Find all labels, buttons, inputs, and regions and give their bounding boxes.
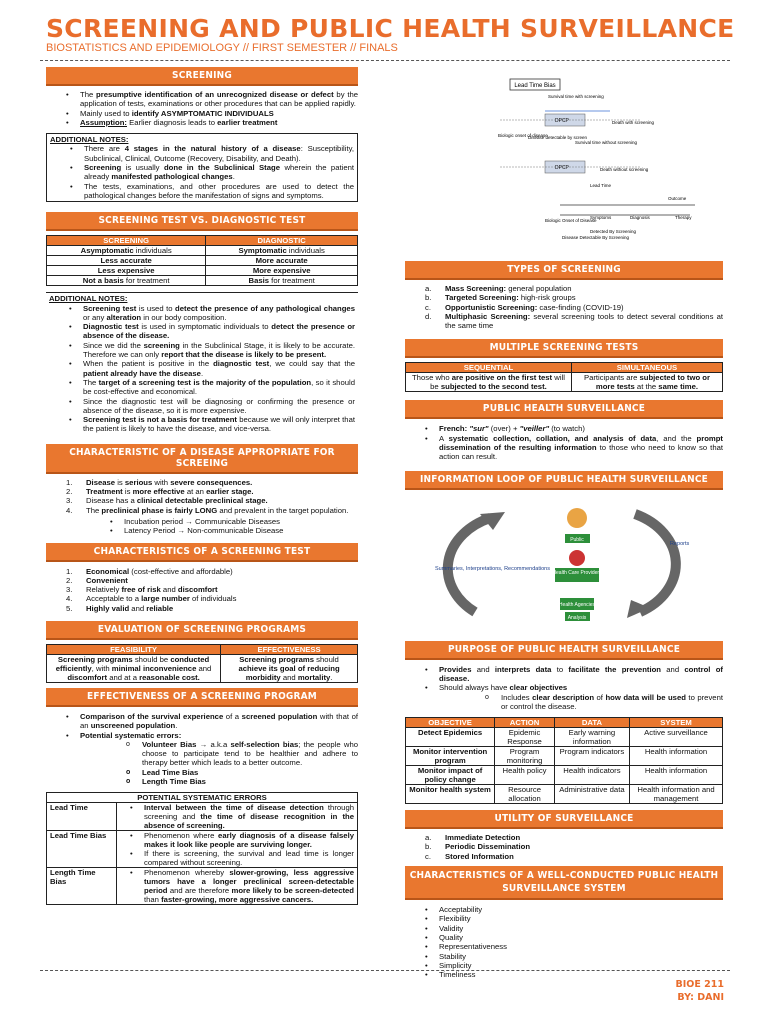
- hospital-icon: [569, 550, 585, 566]
- table-cell: Health information and management: [630, 785, 723, 804]
- diagram-label: Detected By Screening: [590, 229, 637, 234]
- list-letter: c.: [425, 851, 431, 861]
- notes-list: [49, 304, 355, 434]
- phs-list: [405, 424, 723, 461]
- list-item: • A systematic collection, collation, and analysis of data, and the prompt dissemination of the resulting information to those who need to know so that action can result.: [405, 434, 723, 462]
- list-item: b. Targeted Screening: high-risk groups: [425, 293, 576, 303]
- list-item: 3. Disease has a clinical detectable preclinical stage.: [66, 496, 268, 506]
- list-item: • The presumptive identification of an unrecognized disease or defect by the application of tests, examinations or other procedures that can be applied rapidly.: [46, 90, 358, 109]
- list-item: • Comparison of the survival experience of a screened population with that of an unscreened population.: [46, 712, 358, 731]
- table-row: Asymptomatic individuals Symptomatic individuals: [47, 246, 358, 256]
- information-loop-diagram: [405, 490, 723, 630]
- effect-list: [46, 712, 358, 740]
- row-label: Length Time Bias: [47, 868, 117, 905]
- purpose-sublist: [405, 693, 723, 712]
- list-item: [405, 852, 723, 861]
- purpose-list: [405, 665, 723, 693]
- providers-label: Health Care Providers: [552, 569, 602, 576]
- list-item: 4. The preclinical phase is fairly LONG and prevalent in the target population.: [66, 505, 349, 515]
- list-item: 5. Highly valid and reliable: [66, 603, 174, 613]
- table-cell: Detect Epidemics: [406, 728, 495, 747]
- table-cell: Epidemic Response: [495, 728, 555, 747]
- list-item: 4. Acceptable to a large number of individuals: [66, 594, 237, 604]
- list-item: • Screening test is used to detect the presence of any pathological changes or any alteration in our body composition.: [49, 304, 355, 323]
- list-item: • Assumption: Earlier diagnosis leads to earlier treatment: [46, 118, 358, 127]
- page-subtitle: BIOSTATISTICS AND EPIDEMIOLOGY // FIRST SEMESTER // FINALS: [46, 42, 398, 54]
- list-item: • Latency Period → Non-communicable Disease: [46, 526, 358, 535]
- section-header-phs: PUBLIC HEALTH SURVEILLANCE: [405, 400, 723, 419]
- types-list: [405, 284, 723, 330]
- col-header: SCREENING: [47, 236, 206, 246]
- section-header-purpose: PURPOSE OF PUBLIC HEALTH SURVEILLANCE: [405, 641, 723, 660]
- list-letter: b.: [425, 842, 432, 852]
- col-header: ACTION: [495, 718, 555, 728]
- diagram-label: Survival time with screening: [548, 94, 604, 99]
- list-letter: a.: [425, 833, 432, 843]
- list-item: 2. Treatment is more effective at an earlier stage.: [66, 487, 254, 497]
- section-header-screen-vs-diag: SCREENING TEST VS. DIAGNOSTIC TEST: [46, 212, 358, 231]
- list-item: o Volunteer Bias → a.k.a self-selection bias; the people who choose to participate tend to be healthier and adhere to therapy better which leads to a better outcome.: [46, 740, 358, 768]
- list-item: • Since the diagnostic test will be diagnosing or confirming the presence or absence of the disease, so it is more expensive.: [49, 397, 355, 416]
- screen-vs-diag-table: [46, 235, 358, 286]
- diagram-label: Diagnosis: [630, 215, 650, 220]
- table-row: [406, 766, 723, 785]
- section-header-eval: EVALUATION OF SCREENING PROGRAMS: [46, 621, 358, 640]
- col-header: OBJECTIVE: [406, 718, 495, 728]
- table-cell: Early warning information: [554, 728, 629, 747]
- diagram-label: Biologic Onset of Disease: [545, 218, 597, 223]
- table-cell: Health indicators: [554, 766, 629, 785]
- list-item: • Simplicity: [405, 961, 723, 970]
- list-item: • Incubation period → Communicable Diseases: [46, 517, 358, 526]
- col-header: EFFECTIVENESS: [221, 644, 358, 654]
- section-header-utility: UTILITY OF SURVEILLANCE: [405, 810, 723, 829]
- diagram-label: DPCP: [555, 165, 569, 171]
- notes-box: [46, 133, 358, 202]
- list-item: a. Mass Screening: general population: [425, 284, 572, 293]
- list-item: 1. Disease is serious with severe consequences.: [66, 477, 253, 487]
- table-cell: Monitor health system: [406, 785, 495, 804]
- list-item: • Flexibility: [405, 914, 723, 923]
- public-label: Public: [570, 536, 584, 543]
- list-item: • Acceptability: [405, 905, 723, 914]
- section-header-effect: EFFECTIVENESS OF A SCREENING PROGRAM: [46, 688, 358, 707]
- section-header-char-disease: CHARACTERISTIC OF A DISEASE APPROPRIATE FOR SCREEING: [46, 444, 358, 474]
- loop-arrowhead-right: [627, 600, 650, 618]
- section-header-char-test: CHARACTERISTICS OF A SCREENING TEST: [46, 543, 358, 562]
- page-title: SCREENING AND PUBLIC HEALTH SURVEILLANCE: [46, 14, 735, 43]
- diagram-title: Lead Time Bias: [514, 83, 556, 89]
- list-item: • Diagnostic test is used in symptomatic individuals to detect the presence or absence of the disease.: [49, 322, 355, 341]
- effect-sublist: [46, 740, 358, 786]
- col-header: DIAGNOSTIC: [206, 236, 358, 246]
- list-item: • The tests, examinations, and other procedures are used to detect the pathological changes before the manifestation of signs and symptoms.: [50, 182, 354, 201]
- list-text: Stored Information: [445, 851, 514, 861]
- lead-time-bias-diagram: [450, 67, 700, 245]
- errors-title: POTENTIAL SYSTEMATIC ERRORS: [47, 793, 358, 803]
- diagram-label: Biologic onset of disease: [498, 133, 548, 138]
- table-cell: Monitor intervention program: [406, 747, 495, 766]
- reports-label: Reports: [670, 540, 690, 547]
- table-cell: Health information: [630, 766, 723, 785]
- list-item: • Should always have clear objectives: [405, 683, 723, 692]
- notes-label: ADDITIONAL NOTES:: [49, 294, 128, 304]
- summaries-label: Summaries, Interpretations, Recommendations: [435, 565, 550, 572]
- wellsys-list: [405, 905, 723, 979]
- errors-table: [46, 792, 358, 905]
- list-item: • Stability: [405, 952, 723, 961]
- list-item: • Provides and interprets data to facilitate the prevention and control of disease.: [405, 665, 723, 684]
- utility-list: [405, 833, 723, 861]
- col-header: SYSTEM: [630, 718, 723, 728]
- list-item: • Screening test is not a basis for treatment because we will only interpret that the patient is likely to have the disease, and vice-versa.: [49, 415, 355, 434]
- diagram-label: DPCP: [555, 118, 569, 124]
- footer-author: BY: DANI: [677, 992, 724, 1003]
- diagram-label: Symptoms: [590, 215, 612, 220]
- table-cell: Program indicators: [554, 747, 629, 766]
- char-disease-list: [46, 478, 358, 515]
- list-item: o Lead Time Bias: [46, 768, 358, 777]
- list-item: • When the patient is positive in the diagnostic test, we could say that the patient already have the disease.: [49, 359, 355, 378]
- section-header-screening: SCREENING: [46, 67, 358, 86]
- list-text: Periodic Dissemination: [445, 842, 531, 852]
- row-label: Lead Time Bias: [47, 831, 117, 868]
- col-header: SIMULTANEOUS: [571, 363, 722, 373]
- section-header-types: TYPES OF SCREENING: [405, 261, 723, 280]
- diagram-label: Disease detectable by screen: [528, 135, 588, 140]
- table-cell: Program monitoring: [495, 747, 555, 766]
- table-row: Length Time Bias • Phenomenon whereby slower-growing, less aggressive tumors have a longer preclinical screen-detectable period and are therefore more likely to be screen-detected than faster-growing, more aggressive cancers.: [47, 868, 358, 905]
- list-item: • Screening is usually done in the Subclinical Stage wherein the patient already manifested pathological changes.: [50, 163, 354, 182]
- table-row: Not a basis for treatment Basis for treatment: [47, 276, 358, 286]
- top-divider: [40, 60, 730, 61]
- diagram-label: Death without screening: [600, 167, 649, 172]
- list-item: [405, 842, 723, 851]
- table-row: [406, 728, 723, 747]
- section-header-loop: INFORMATION LOOP OF PUBLIC HEALTH SURVEILLANCE: [405, 471, 723, 490]
- row-label: Lead Time: [47, 803, 117, 831]
- section-header-wellsys: CHARACTERISTICS OF A WELL-CONDUCTED PUBLIC HEALTH SURVEILLANCE SYSTEM: [405, 866, 723, 900]
- list-item: • Timeliness: [405, 970, 723, 979]
- notes-label: ADDITIONAL NOTES:: [50, 135, 129, 145]
- list-item: • French: "sur" (over) + "veiller" (to watch): [405, 424, 723, 433]
- diagram-label: Therapy: [675, 215, 692, 220]
- col-header: FEASIBILITY: [47, 644, 221, 654]
- table-row: Those who are positive on the first test will be subjected to the second test. Participants are subjected to two or more tests at the same time.: [406, 373, 723, 392]
- agencies-label: Health Agencies: [558, 601, 596, 608]
- loop-arrow-right: [635, 514, 676, 612]
- list-item: c. Opportunistic Screening: case-finding (COVID-19): [425, 302, 624, 312]
- list-item: 2. Convenient: [66, 575, 128, 585]
- list-item: [405, 833, 723, 842]
- multiple-table: [405, 362, 723, 392]
- loop-arrow-left: [448, 518, 490, 612]
- table-row: Less expensive More expensive: [47, 266, 358, 276]
- table-row: Less accurate More accurate: [47, 256, 358, 266]
- people-icon: [567, 508, 587, 528]
- eval-table: [46, 644, 358, 683]
- right-column: [405, 67, 723, 979]
- list-item: • Mainly used to identify ASYMPTOMATIC INDIVIDUALS: [46, 109, 358, 118]
- diagram-label: Death with screening: [612, 120, 655, 125]
- list-item: d. Multiphasic Screening: several screening tools to detect several conditions at the same time: [425, 311, 723, 331]
- table-cell: Monitor impact of policy change: [406, 766, 495, 785]
- list-item: o Length Time Bias: [46, 777, 358, 786]
- list-item: • Validity: [405, 924, 723, 933]
- col-header: SEQUENTIAL: [406, 363, 572, 373]
- notes-box-2: [46, 292, 358, 434]
- list-item: • Representativeness: [405, 942, 723, 951]
- list-item: o Includes clear description of how data will be used to prevent or control the disease.: [405, 693, 723, 712]
- table-row: Lead Time Bias • Phenomenon where early diagnosis of a disease falsely makes it look like people are surviving longer. • If there is screening, the survival and lead time is longer compared without screening.: [47, 831, 358, 868]
- diagram-label: Lead Time: [590, 183, 612, 188]
- left-column: [46, 67, 358, 905]
- table-row: Screening programs should be conducted efficiently, with minimal inconvenience and discomfort and at a reasonable cost. Screening programs should achieve its goal of reducing morbidity and mortality.: [47, 654, 358, 682]
- list-item: • Since we did the screening in the Subclinical Stage, it is likely to be accurate. Therefore we can only report that the disease is likely to be present.: [49, 341, 355, 360]
- char-disease-sublist: [46, 517, 358, 536]
- table-cell: Active surveillance: [630, 728, 723, 747]
- purpose-table: [405, 717, 723, 804]
- bottom-divider: [40, 970, 730, 971]
- notes-list: [50, 144, 354, 200]
- footer-course: BIOE 211: [675, 979, 724, 990]
- diagram-label: Disease Detectable By Screening: [562, 235, 630, 240]
- list-item: • Quality: [405, 933, 723, 942]
- table-row: [406, 747, 723, 766]
- table-row: [406, 785, 723, 804]
- table-cell: Health information: [630, 747, 723, 766]
- table-row: Lead Time • Interval between the time of disease detection through screening and the time of disease recognition in the absence of screening.: [47, 803, 358, 831]
- list-item: 3. Relatively free of risk and discomfort: [66, 585, 218, 595]
- list-text: Immediate Detection: [445, 833, 521, 843]
- table-cell: Health policy: [495, 766, 555, 785]
- diagram-label: Survival time without screening: [575, 140, 638, 145]
- table-cell: Administrative data: [554, 785, 629, 804]
- analysis-label: Analysis: [567, 614, 587, 621]
- col-header: DATA: [554, 718, 629, 728]
- section-header-multiple: MULTIPLE SCREENING TESTS: [405, 339, 723, 358]
- table-cell: Resource allocation: [495, 785, 555, 804]
- diagram-label: Outcome: [668, 196, 687, 201]
- list-item: • There are 4 stages in the natural history of a disease: Susceptibility, Subclinical, Clinical, Outcome (Recovery, Disability, and Death).: [50, 144, 354, 163]
- list-item: 1. Economical (cost-effective and affordable): [66, 566, 233, 576]
- list-item: • The target of a screening test is the majority of the population, so it should be cost-effective and economical.: [49, 378, 355, 397]
- char-test-list: [46, 567, 358, 613]
- list-item: • Potential systematic errors:: [46, 731, 358, 740]
- screening-list: [46, 90, 358, 127]
